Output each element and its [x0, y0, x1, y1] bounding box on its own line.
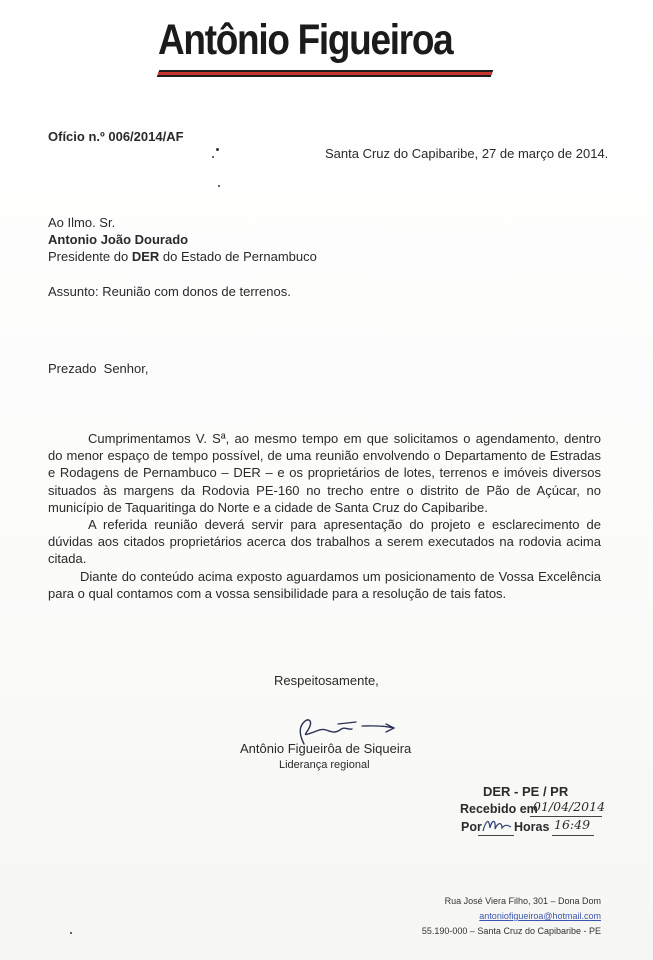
stamp-by-underline — [478, 835, 514, 836]
ink-speck — [70, 932, 72, 934]
recipient-title-before: Presidente do — [48, 249, 132, 264]
letterhead — [158, 14, 492, 78]
footer-contact — [422, 894, 601, 939]
recipient-name: Antonio João Dourado — [48, 232, 189, 247]
body-paragraph: Diante do conteúdo acima exposto aguardamos um posicionamento de Vossa Excelência para o qual contamos com a vossa sensibilidade para a resolução de tais fatos. — [48, 568, 601, 601]
ink-speck — [216, 148, 219, 151]
stamp-hours-label: Horas — [514, 820, 550, 834]
body-paragraph: Cumprimentamos V. Sª, ao mesmo tempo em que solicitamos o agendamento, dentro do menor espaço de tempo possível, de uma reunião envolvendo o Departamento de Estradas e Rodagens de Pernambuco – DER – e os proprietários de lotes, terrenos e imóveis diversos situados às margens da Rodovia PE-160 no trecho entre o distrito de Pão de Açúcar, no município de Taquaritinga do Norte e a cidade de Santa Cruz do Capibaribe. — [48, 431, 601, 515]
stamp-initials-scribble — [480, 816, 514, 834]
document-reference: Ofício n.º 006/2014/AF — [48, 129, 184, 144]
footer-city: 55.190-000 – Santa Cruz do Capibaribe - PE — [421, 926, 601, 936]
recipient-title — [48, 249, 317, 265]
footer-email-link[interactable]: antoniofigueiroa@hotmail.com — [479, 911, 601, 921]
footer-address: Rua José Viera Filho, 301 – Dona Dom — [444, 896, 601, 906]
stamp-by-label: Por — [461, 820, 482, 834]
ink-speck — [218, 185, 220, 187]
stamp-hours-value: 16:49 — [554, 817, 591, 832]
recipient-prefix: Ao Ilmo. Sr. — [48, 215, 116, 230]
closing: Respeitosamente, — [274, 673, 379, 688]
place-date: Santa Cruz do Capibaribe, 27 de março de 2014. — [325, 146, 609, 161]
signer-name: Antônio Figueirôa de Siqueira — [240, 741, 412, 756]
greeting: Prezado Senhor, — [48, 361, 149, 376]
signer-role: Liderança regional — [279, 759, 370, 771]
recipient-title-after: do Estado de Pernambuco — [159, 249, 317, 264]
body-paragraph: A referida reunião deverá servir para apresentação do projeto e esclarecimento de dúvidas aos citados proprietários acerca dos trabalhos a serem executados na rodovia acima citada. — [48, 517, 601, 567]
letterhead-underline-bar — [157, 70, 494, 77]
subject-line: Assunto: Reunião com donos de terrenos. — [48, 284, 291, 299]
recipient-title-org: DER — [131, 249, 160, 264]
ink-speck — [212, 156, 214, 158]
stamp-hours-underline — [552, 835, 594, 836]
stamp-received-label: Recebido em — [460, 802, 538, 816]
received-stamp — [458, 780, 608, 840]
stamp-received-date: 01/04/2014 — [533, 799, 606, 814]
letterhead-name: Antônio Figueiroa — [158, 16, 453, 64]
letter-body — [48, 430, 601, 602]
stamp-org: DER - PE / PR — [483, 784, 569, 799]
